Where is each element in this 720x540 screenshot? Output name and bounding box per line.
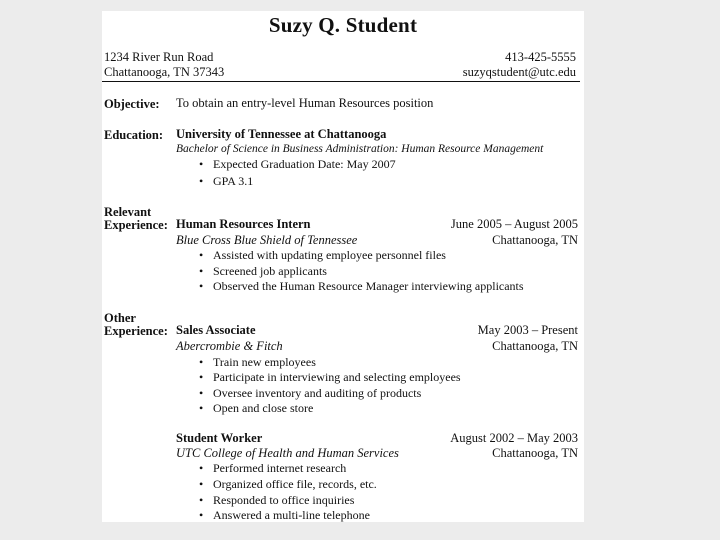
education-bullet-text: Expected Graduation Date: May 2007 bbox=[213, 157, 396, 171]
hr-location: Chattanooga, TN bbox=[492, 233, 578, 247]
address-line-1: 1234 River Run Road bbox=[104, 50, 214, 64]
worker-bullet-text: Responded to office inquiries bbox=[213, 493, 355, 507]
bullet-icon: • bbox=[199, 279, 204, 293]
worker-bullet-text: Performed internet research bbox=[213, 461, 347, 475]
other-label-2: Experience: bbox=[104, 324, 168, 338]
worker-location: Chattanooga, TN bbox=[492, 446, 578, 460]
header-divider bbox=[102, 81, 580, 82]
sales-job-title: Sales Associate bbox=[176, 323, 256, 337]
sales-bullet-text: Open and close store bbox=[213, 401, 314, 415]
worker-bullet bbox=[199, 508, 370, 523]
sales-bullet-text: Participate in interviewing and selecting employees bbox=[213, 370, 461, 384]
hr-job-title: Human Resources Intern bbox=[176, 217, 311, 231]
education-bullet bbox=[199, 174, 253, 189]
relevant-label-1: Relevant bbox=[104, 205, 152, 219]
sales-bullet bbox=[199, 355, 316, 370]
sales-bullet-text: Oversee inventory and auditing of products bbox=[213, 386, 422, 400]
hr-bullet-text: Assisted with updating employee personnel files bbox=[213, 248, 446, 262]
degree-name: Bachelor of Science in Business Administration: Human Resource Management bbox=[176, 143, 544, 155]
phone-number: 413-425-5555 bbox=[505, 50, 576, 64]
education-bullet-text: GPA 3.1 bbox=[213, 174, 254, 188]
hr-bullet bbox=[199, 279, 524, 294]
objective-label: Objective: bbox=[104, 97, 160, 111]
bullet-icon: • bbox=[199, 370, 204, 384]
bullet-icon: • bbox=[199, 401, 204, 415]
bullet-icon: • bbox=[199, 355, 204, 369]
hr-company: Blue Cross Blue Shield of Tennessee bbox=[176, 233, 358, 247]
hr-bullet-text: Screened job applicants bbox=[213, 264, 327, 278]
bullet-icon: • bbox=[199, 386, 204, 400]
school-name: University of Tennessee at Chattanooga bbox=[176, 127, 387, 141]
sales-job-dates: May 2003 – Present bbox=[477, 323, 578, 337]
bullet-icon: • bbox=[199, 157, 204, 171]
bullet-icon: • bbox=[199, 264, 204, 278]
worker-job-title: Student Worker bbox=[176, 431, 263, 445]
hr-bullet-text: Observed the Human Resource Manager interviewing applicants bbox=[213, 279, 524, 293]
worker-bullet bbox=[199, 493, 354, 508]
hr-job-dates: June 2005 – August 2005 bbox=[450, 217, 578, 231]
bullet-icon: • bbox=[199, 508, 204, 522]
worker-bullet-text: Organized office file, records, etc. bbox=[213, 477, 377, 491]
other-label-1: Other bbox=[104, 311, 136, 325]
address-line-2: Chattanooga, TN 37343 bbox=[104, 65, 225, 79]
hr-bullet bbox=[199, 264, 327, 279]
worker-bullet bbox=[199, 477, 377, 492]
bullet-icon: • bbox=[199, 477, 204, 491]
bullet-icon: • bbox=[199, 493, 204, 507]
resume-name: Suzy Q. Student bbox=[268, 13, 418, 37]
bullet-icon: • bbox=[199, 461, 204, 475]
worker-bullet-text: Answered a multi-line telephone bbox=[213, 508, 370, 522]
objective-text: To obtain an entry-level Human Resources position bbox=[176, 96, 434, 110]
sales-bullet bbox=[199, 370, 461, 385]
sales-location: Chattanooga, TN bbox=[492, 339, 578, 353]
sales-bullet bbox=[199, 401, 313, 416]
relevant-label-2: Experience: bbox=[104, 218, 168, 232]
education-bullet bbox=[199, 157, 396, 172]
contact-block bbox=[463, 50, 576, 80]
bullet-icon: • bbox=[199, 248, 204, 262]
bullet-icon: • bbox=[199, 174, 204, 188]
worker-company: UTC College of Health and Human Services bbox=[176, 446, 399, 460]
resume-page bbox=[102, 11, 584, 522]
education-label: Education: bbox=[104, 128, 164, 142]
sales-company: Abercrombie & Fitch bbox=[176, 339, 283, 353]
worker-bullet bbox=[199, 461, 346, 476]
sales-bullet-text: Train new employees bbox=[213, 355, 316, 369]
worker-job-dates: August 2002 – May 2003 bbox=[450, 431, 578, 445]
sales-bullet bbox=[199, 386, 421, 401]
hr-bullet bbox=[199, 248, 446, 263]
email-address: suzyqstudent@utc.edu bbox=[462, 65, 576, 79]
address-block bbox=[104, 50, 224, 80]
